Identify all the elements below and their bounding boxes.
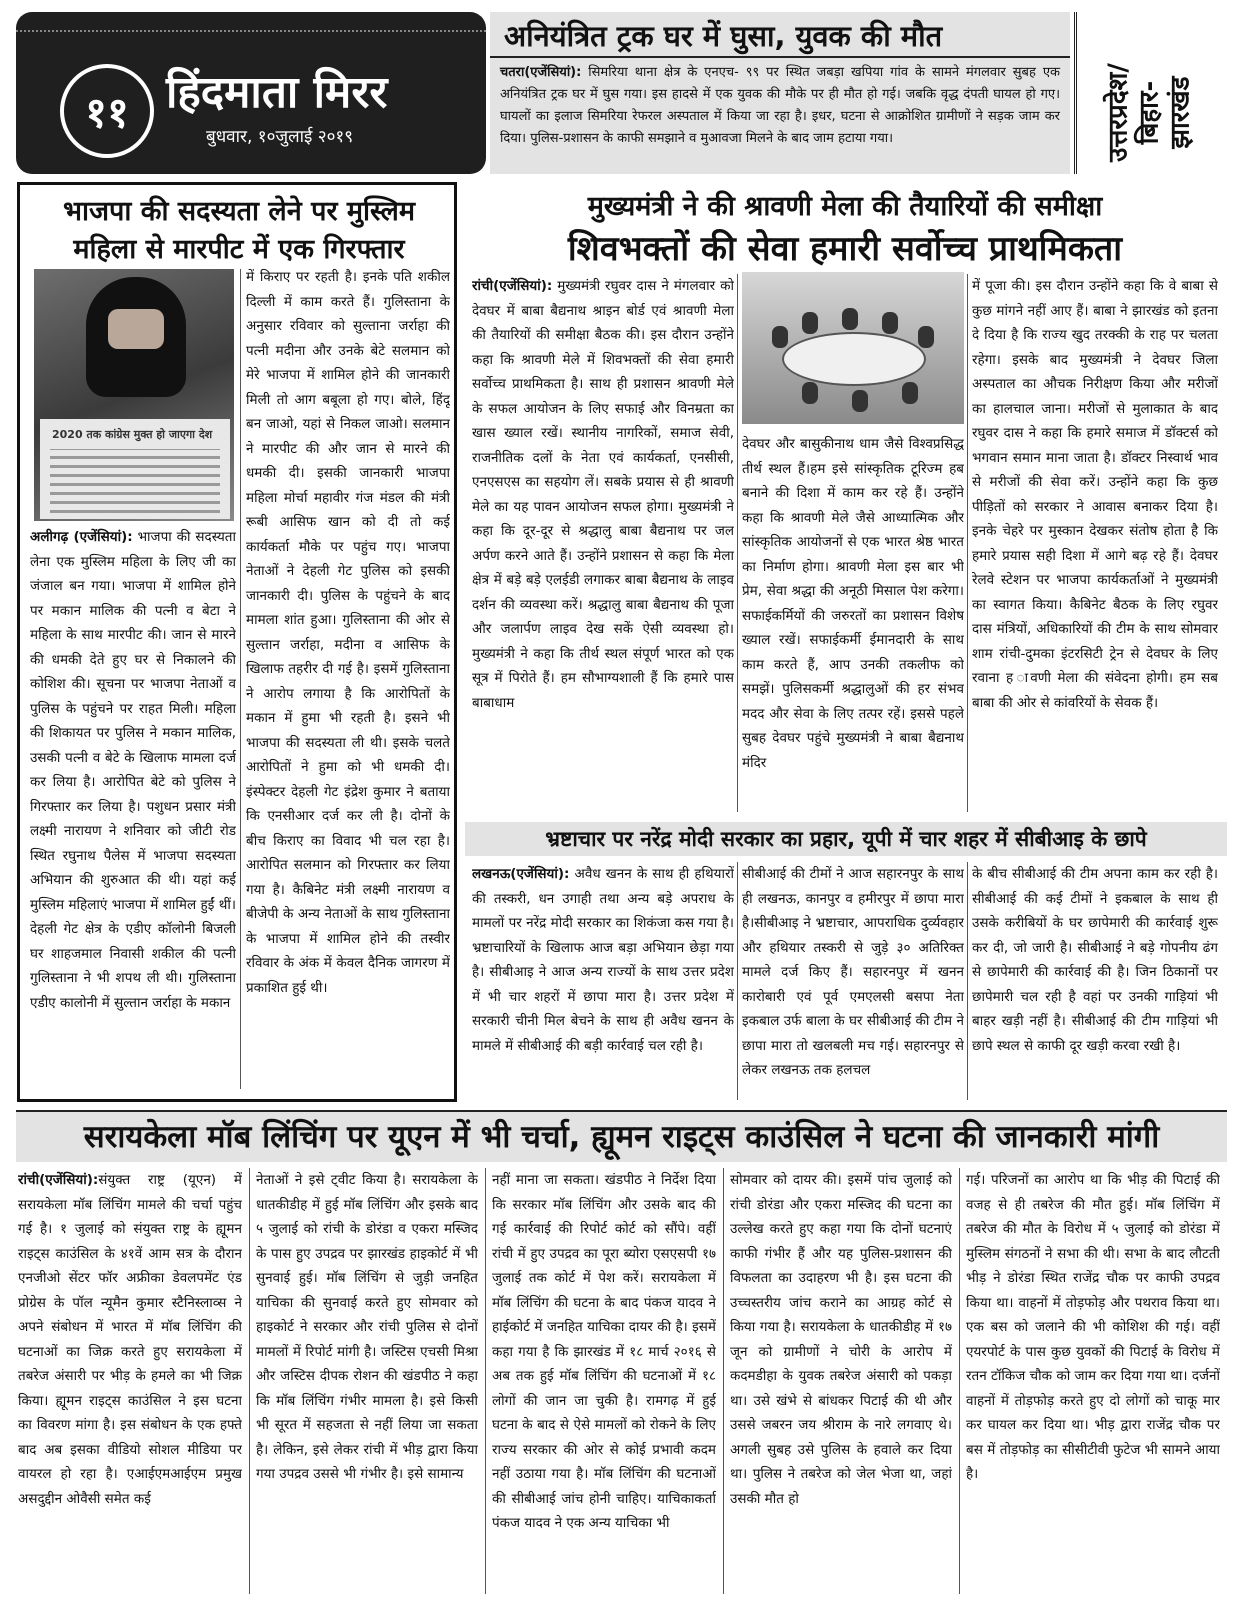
main-column-rule-1 bbox=[737, 274, 738, 812]
person bbox=[772, 326, 788, 348]
cbi-story-headline: भ्रष्टाचार पर नरेंद्र मोदी सरकार का प्रहार, यूपी में चार शहर में सीबीआइ के छापे bbox=[465, 822, 1227, 856]
main-column-rule-2 bbox=[967, 274, 968, 812]
top-story-rule bbox=[490, 56, 1070, 58]
masthead-dotted-border bbox=[16, 12, 486, 32]
top-story-body bbox=[500, 62, 1060, 150]
top-story-dateline: चतरा(एजेंसियां): bbox=[500, 65, 582, 80]
left-story-box bbox=[17, 182, 457, 1102]
lynching-column-rule-1 bbox=[249, 1168, 250, 1594]
person bbox=[882, 312, 898, 334]
person bbox=[918, 326, 934, 348]
cbi-story-col-1-text: अवैध खनन के साथ ही हथियारों की तस्करी, धन उगाही तथा अन्य बड़े अपराध के मामलों पर नरेंद्र मोदी सरकार का शिकंजा कस गया है। भ्रष्टाचारियों के खिलाफ आज बड़ा अभियान छेड़ा गया है। सीबीआइ ने आज अन्य राज्यों के साथ उत्तर प्रदेश में भी चार शहरों में छापा मारा है। उत्तर प्रदेश में सरकारी चीनी मिल बेचने के साथ ही अवैध खनन के मामले में सीबीआई की बड़ी कार्रवाई चल रही है। bbox=[472, 866, 734, 1054]
masthead bbox=[16, 12, 486, 174]
lynching-story-col-5: गई। परिजनों का आरोप था कि भीड़ की पिटाई की वजह से ही तबरेज की मौत हुई। मॉब लिंचिंग में तबरेज की मौत के विरोध में ५ जुलाई को डोरंडा में मुस्लिम संगठनों ने सभा की थी। सभा के बाद लौटती भीड़ ने डोरंडा स्थित राजेंद्र चौक पर काफी उपद्रव किया था। वाहनों में तोड़फोड़ और पथराव किया था। एक बस को जलाने की भी कोशिश की गई। वहीं एयरपोर्ट के पास कुछ युवकों की पिटाई के विरोध में रतन टॉकिज चौक को जाम कर दिया गया था। दर्जनों वाहनों में तोड़फोड़ करते हुए दो लोगों को चाकू मार कर घायल कर दिया था। भीड़ द्वारा राजेंद्र चौक पर बस में तोड़फोड़ का सीसीटीवी फुटेज भी सामने आया है। bbox=[966, 1172, 1220, 1482]
top-story bbox=[490, 12, 1070, 174]
held-newspaper-lines bbox=[50, 449, 220, 513]
person bbox=[902, 382, 918, 404]
lynching-column-rule-4 bbox=[959, 1168, 960, 1594]
lynching-column-rule-2 bbox=[485, 1168, 486, 1594]
cbi-story-dateline: लखनऊ(एजेंसियां): bbox=[472, 866, 570, 882]
main-story-col-2: देवघर और बासुकीनाथ धाम जैसे विश्वप्रसिद्ध तीर्थ स्थल हैं।हम इसे सांस्कृतिक टूरिज्म हब बनाने की दिशा में काम कर रहे हैं। उन्होंने कहा कि श्रावणी मेले जैसे आध्यात्मिक और सांस्कृतिक आयोजनों से एक भारत श्रेष्ठ भारत का निर्माण होगा। श्रावणी मेला इस बार भी प्रेम, सेवा श्रद्धा की अनूठी मिसाल पेश करेगा। सफाईकर्मियों की जरुरतों का प्रशासन विशेष ख्याल रखें। सफाईकर्मी ईमानदारी के साथ काम करते हैं, आप उनकी तकलीफ को समझें। पुलिसकर्मी श्रद्धालुओं की हर संभव मदद और सेवा के लिए तत्पर रहें। इससे पहले सुबह देवघर पहुंचे मुख्यमंत्री ने बाबा बैद्यनाथ मंदिर bbox=[742, 436, 964, 771]
lynching-story-col-1 bbox=[18, 1168, 242, 1596]
held-newspaper-headline: 2020 तक कांग्रेस मुक्त हो जाएगा देश bbox=[52, 428, 213, 441]
cbi-story-col-3: के बीच सीबीआई की टीम अपना काम कर रही है। सीबीआई की कई टीमों ने इकबाल के साथ ही उसके करीबियों के घर छापेमारी की कार्रवाई शुरू कर दी, जो जारी है। सीबीआई ने बड़े गोपनीय ढंग से छापेमारी की कार्रवाई की है। जिन ठिकानों पर छापेमारी चल रही है वहां पर उनकी गाड़ियां भी बाहर खड़ी नहीं है। सीबीआई की टीम गाड़ियां भी छापे स्थल से काफी दूर खड़ी करवा रखी है। bbox=[972, 866, 1218, 1054]
paper-date: बुधवार, १०जुलाई २०१९ bbox=[206, 127, 354, 147]
person bbox=[802, 382, 818, 404]
left-column-rule bbox=[240, 269, 241, 1089]
cbi-column-rule-2 bbox=[967, 862, 968, 1100]
meeting-table bbox=[782, 332, 926, 386]
lynching-story-headline: सरायकेला मॉब लिंचिंग पर यूएन में भी चर्चा, ह्यूमन राइट्स काउंसिल ने घटना की जानकारी मांगी bbox=[16, 1110, 1227, 1162]
page-number: ११ bbox=[60, 64, 154, 158]
person bbox=[852, 390, 868, 412]
region-line-2: बिहार- bbox=[1134, 80, 1165, 145]
lynching-story-col-1-text: संयुक्त राष्ट्र (यूएन) में सरायकेला मॉब लिंचिंग मामले की चर्चा पहुंच गई है। १ जुलाई को संयुक्त राष्ट्र के ह्यूमन राइट्स काउंसिल के ४१वें आम सत्र के दौरान एनजीओ सेंटर फॉर अफ्रीका डेवलपमेंट एंड प्रोग्रेस के पॉल न्यूमैन कुमार स्टैनिस्लाव्स ने अपने संबोधन में भारत में मॉब लिंचिंग की घटनाओं का जिक्र करते हुए सरायकेला में तबरेज अंसारी पर भीड़ के हमले का भी जिक्र किया। ह्यूमन राइट्स काउंसिल ने इस घटना का विवरण मांगा है। इस संबोधन के एक हफ्ते बाद अब इसका वीडियो सोशल मीडिया पर वायरल हो रहा है। एआईएमआईएम प्रमुख असदुद्दीन ओवैसी समेत कई bbox=[18, 1172, 242, 1507]
cbi-story-col-2: सीबीआई की टीमों ने आज सहारनपुर के साथ ही लखनऊ, कानपुर व हमीरपुर में छापा मारा है।सीबीआइ ने भ्रष्टाचार, आपराधिक दुर्व्यवहार और हथियार तस्करी से जुड़े ३० अतिरिक्त मामले दर्ज किए हैं। सहारनपुर में खनन कारोबारी एवं पूर्व एमएलसी बसपा नेता इकबाल उर्फ बाला के घर सीबीआई की टीम ने छापा मारा तो खलबली मच गई। सहारनपुर से लेकर लखनऊ तक हलचल bbox=[742, 866, 964, 1078]
top-story-text: सिमरिया थाना क्षेत्र के एनएच- ९९ पर स्थित जबड़ा खपिया गांव के सामने मंगलवार सुबह एक अनियंत्रित ट्रक घर में घुस गया। इस हादसे में एक युवक की मौके पर ही मौत हो गई। जबकि वृद्ध दंपती घायल हो गए। घायलों का इलाज सिमरिया रेफरल अस्पताल में किया जा रहा है। इधर, घटना से आक्रोशित ग्रामीणों ने सड़क जाम कर दिया। पुलिस-प्रशासन के काफी समझाने व मुआवजा मिलने के बाद जाम हटाया गया। bbox=[500, 65, 1060, 146]
meeting-photo bbox=[742, 272, 964, 424]
left-story-col-2: में किराए पर रहती है। इनके पति शकील दिल्ली में काम करते हैं। गुलिस्ताना के अनुसार रविवार को सुल्ताना जर्राहा की पत्नी मदीना और उनके बेटे सलमान को मेरे भाजपा में शामिल होने की जानकारी मिली तो आग बबूला हो गए। बोले, हिंदू बन जाओ, यहां से निकल जाओ। सलमान ने मारपीट की और जान से मारने की धमकी दी। इसकी जानकारी भाजपा महिला मोर्चा महावीर गंज मंडल की मंत्री रूबी आसिफ खान को दी तो कई कार्यकर्ता मौके पर पहुंच गए। भाजपा नेताओं ने देहली गेट पुलिस को इसकी जानकारी दी। पुलिस के पहुंचने के बाद मामला शांत हुआ। गुलिस्ताना की ओर से सुल्तान जर्राहा, मदीना व आसिफ के खिलाफ तहरीर दी गई है। इसमें गुलिस्ताना ने आरोप लगाया है कि आरोपितों के मकान में हुमा भी रहती है। इसने भी भाजपा की सदस्यता ली थी। इसके चलते आरोपितों ने हुमा को भी धमकी दी। इंस्पेक्टर देहली गेट इंद्रेश कुमार ने बताया कि एनसीआर दर्ज कर ली है। दोनों के बीच किराए का विवाद भी चल रहा है। आरोपित सलमान को गिरफ्तार कर लिया गया है। कैबिनेट मंत्री लक्ष्मी नारायण व बीजेपी के अन्य नेताओं के साथ गुलिस्ताना के भाजपा में शामिल होने की तस्वीर रविवार के अंक में केवल दैनिक जागरण में प्रकाशित हुई थी। bbox=[246, 269, 450, 996]
main-story-dateline: रांची(एजेंसियां): bbox=[472, 278, 553, 294]
left-story-col-1-text: भाजपा की सदस्यता लेना एक मुस्लिम महिला के लिए जी का जंजाल बन गया। भाजपा में शामिल होने पर मकान मालिक की पत्नी व बेटा ने महिला के साथ मारपीट की। जान से मारने की धमकी देते हुए घर से निकालने की कोशिश की। सूचना पर भाजपा नेताओं व पुलिस के पहुंचने पर राहत मिली। महिला की शिकायत पर पुलिस ने मकान मालिक, उसकी पत्नी व बेटे के खिलाफ मामला दर्ज कर लिया है। आरोपित बेटे को पुलिस ने गिरफ्तार कर लिया है। पशुधन प्रसार मंत्री लक्ष्मी नारायण ने शनिवार को जीटी रोड स्थित रघुनाथ पैलेस में भाजपा सदस्यता अभियान की शुरुआत की थी। यहां कई मुस्लिम महिलाएं भाजपा में शामिल हुईं थीं। देहली गेट क्षेत्र के एडीए कॉलोनी बिजली घर शाहजमाल निवासी शकील की पत्नी गुलिस्ताना ने भी शपथ ली थी। गुलिस्ताना एडीए कालोनी में सुल्तान जर्राहा के मकान bbox=[30, 529, 236, 1011]
lynching-story-col-2: नेताओं ने इसे ट्वीट किया है। सरायकेला के धातकीडीह में हुई मॉब लिंचिंग और इसके बाद ५ जुलाई को रांची के डोरंडा व एकरा मस्जिद के पास हुए उपद्रव पर झारखंड हाइकोर्ट में भी सुनवाई हुई। मॉब लिंचिंग से जुड़ी जनहित याचिका की सुनवाई करते हुए सोमवार को हाइकोर्ट ने सरकार और रांची पुलिस से दोनों मामलों में रिपोर्ट मांगी है। जस्टिस एचसी मिश्रा और जस्टिस दीपक रोशन की खंडपीठ ने कहा कि मॉब लिंचिंग गंभीर मामला है। इसे किसी भी सूरत में सहजता से नहीं लिया जा सकता है। लेकिन, इसे लेकर रांची में भीड़ द्वारा किया गया उपद्रव उससे भी गंभीर है। इसे सामान्य bbox=[256, 1172, 478, 1482]
region-tag-text bbox=[1104, 28, 1197, 198]
person bbox=[842, 308, 858, 330]
person bbox=[802, 312, 818, 334]
left-story-dateline: अलीगढ़ (एजेंसियां): bbox=[30, 529, 133, 545]
main-story-col-3: में पूजा की। इस दौरान उन्होंने कहा कि वे बाबा से कुछ मांगने नहीं आए हैं। बाबा ने झारखंड को इतना दे दिया है कि राज्य खुद तरक्की के राह पर चलता रहेगा। इसके बाद मुख्यमंत्री ने देवघर जिला अस्पताल का औचक निरीक्षण किया और मरीजों का हालचाल जाना। मरीजों से मुलाकात के बाद रघुवर दास ने कहा कि हमारे समाज में डॉक्टर्स को भगवान समान माना जाता है। डॉक्टर निस्वार्थ भाव से मरीजों की सेवा करें। उन्होंने कहा कि कुछ पीड़ितों को सरकार ने आवास बनाकर दिया है। इनके चेहरे पर मुस्कान देखकर संतोष होता है कि हमारे प्रयास सही दिशा में आगे बढ़ रहे हैं। देवघर रेलवे स्टेशन पर भाजपा कार्यकर्ताओं ने मुख्यमंत्री का स्वागत किया। कैबिनेट बैठक के लिए रघुवर दास मंत्रियों, अधिकारियों की टीम के साथ सोमवार शाम रांची-दुमका इंटरसिटी ट्रेन से देवघर के लिए रवाना ह ावणी मेला की संवेदना होगी। हम सब बाबा की ओर से कांवरियों के सेवक हैं। bbox=[972, 278, 1218, 711]
held-newspaper bbox=[40, 419, 230, 519]
main-story-headline-b: शिवभक्तों की सेवा हमारी सर्वोच्च प्राथमिकता bbox=[567, 229, 1123, 269]
region-tag bbox=[1074, 12, 1227, 174]
region-line-3: झारखंड bbox=[1165, 76, 1196, 149]
cbi-story-col-1 bbox=[472, 862, 734, 1102]
region-line-1: उत्तरप्रदेश/ bbox=[1103, 63, 1134, 162]
left-story-col-1 bbox=[30, 525, 236, 1095]
cbi-column-rule-1 bbox=[737, 862, 738, 1100]
paper-name: हिंदमाता मिरर bbox=[166, 67, 388, 118]
face-glasses bbox=[108, 309, 164, 349]
lynching-story-col-3: नहीं माना जा सकता। खंडपीठ ने निर्देश दिया कि सरकार मॉब लिंचिंग और उसके बाद की गई कार्रवाई की रिपोर्ट कोर्ट को सौंपे। वहीं रांची में हुए उपद्रव का पूरा ब्योरा एसएसपी १७ जुलाई तक कोर्ट में पेश करें। सरायकेला में मॉब लिंचिंग की घटना के बाद पंकज यादव ने हाईकोर्ट में जनहित याचिका दायर की है। इसमें कहा गया है कि झारखंड में १८ मार्च २०१६ से अब तक हुई मॉब लिंचिंग की घटनाओं में १८ लोगों की जान जा चुकी है। रामगढ़ में हुई घटना के बाद से ऐसे मामलों को रोकने के लिए राज्य सरकार की ओर से कोई प्रभावी कदम नहीं उठाया गया है। मॉब लिंचिंग की घटनाओं की सीबीआई जांच होनी चाहिए। याचिकाकर्ता पंकज यादव ने एक अन्य याचिका भी bbox=[492, 1172, 716, 1531]
lynching-column-rule-3 bbox=[723, 1168, 724, 1594]
lynching-story-col-4: सोमवार को दायर की। इसमें पांच जुलाई को रांची डोरंडा और एकरा मस्जिद की घटना का उल्लेख करते हुए कहा गया कि दोनों घटनाएं काफी गंभीर हैं और यह पुलिस-प्रशासन की विफलता का उदाहरण भी है। इस घटना की उच्चस्तरीय जांच कराने का आग्रह कोर्ट से किया गया है। सरायकेला के धातकीडीह में १७ जून को ग्रामीणों ने चोरी के आरोप में कदमडीहा के युवक तबरेज अंसारी को पकड़ा था। उसे खंभे से बांधकर पिटाई की थी और उससे जबरन जय श्रीराम के नारे लगवाए थे। अगली सुबह उसे पुलिस के हवाले कर दिया था। पुलिस ने तबरेज को जेल भेजा था, जहां उसकी मौत हो bbox=[730, 1172, 952, 1507]
main-story-col-1-text: मुख्यमंत्री रघुवर दास ने मंगलवार को देवघर में बाबा बैद्यनाथ श्राइन बोर्ड एवं श्रावणी मेला की तैयारियों की समीक्षा बैठक की। इस दौरान उन्होंने कहा कि श्रावणी मेले में शिवभक्तों की सेवा हमारी सर्वोच्च प्राथमिकता है। साथ ही प्रशासन श्रावणी मेले के सफल आयोजन के लिए सफाई और विनम्रता का खास ख्याल रखें। स्थानीय नागरिकों, समाज सेवी, राजनीतिक दलों के नेता एवं कार्यकर्ता, एनसीसी, एनएसएस का सहयोग लें। सबके प्रयास से ही श्रावणी मेले का यह पावन आयोजन सफल होगा। मुख्यमंत्री ने कहा कि दूर-दूर से श्रद्धालु बाबा बैद्यनाथ पर जल अर्पण करने आते हैं। उन्होंने प्रशासन से कहा कि मेला क्षेत्र में बड़े बड़े एलईडी लगाकर बाबा बैद्यनाथ के लाइव दर्शन की व्यवस्था करें। श्रद्धालु बाबा बैद्यनाथ की पूजा और जलार्पण लाइव देख सकें ऐसी व्यवस्था हो। मुख्यमंत्री ने कहा कि तीर्थ स्थल संपूर्ण भारत को एक सूत्र में पिरोते हैं। हम सौभाग्यशाली हैं कि हमारे पास बाबाधाम bbox=[472, 278, 734, 711]
top-story-headline: अनियंत्रित ट्रक घर में घुसा, युवक की मौत bbox=[504, 19, 943, 53]
main-story-headline-a: मुख्यमंत्री ने की श्रावणी मेला की तैयारियों की समीक्षा bbox=[587, 191, 1103, 222]
left-story-headline: भाजपा की सदस्यता लेने पर मुस्लिम महिला से मारपीट में एक गिरफ्तार bbox=[63, 196, 415, 265]
woman-holding-newspaper-photo bbox=[34, 269, 234, 521]
main-story-col-1 bbox=[472, 274, 734, 814]
lynching-story-dateline: रांची(एजेंसियां): bbox=[18, 1172, 99, 1188]
